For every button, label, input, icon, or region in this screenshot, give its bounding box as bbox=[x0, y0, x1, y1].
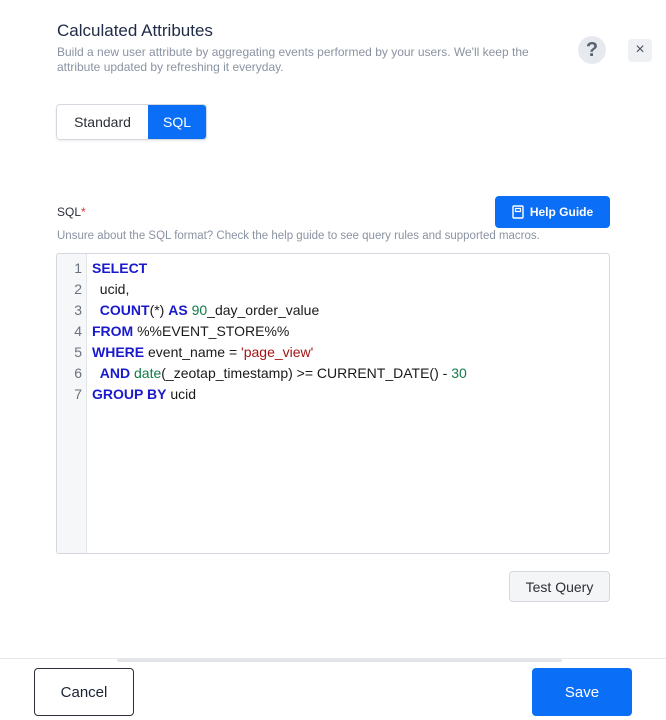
test-query-button[interactable]: Test Query bbox=[509, 571, 610, 602]
line-number: 3 bbox=[74, 302, 82, 318]
tab-sql[interactable]: SQL bbox=[148, 105, 206, 139]
line-number: 2 bbox=[74, 281, 82, 297]
code-token bbox=[92, 365, 100, 381]
save-button[interactable]: Save bbox=[532, 668, 632, 716]
line-number: 5 bbox=[74, 344, 82, 360]
code-token: COUNT bbox=[99, 302, 150, 318]
question-mark-icon[interactable]: ? bbox=[578, 36, 606, 64]
close-icon[interactable]: × bbox=[628, 39, 652, 62]
code-token: %%EVENT_STORE%% bbox=[133, 323, 290, 339]
code-token: AND bbox=[99, 365, 131, 381]
page-subtitle: Build a new user attribute by aggregating events performed by your users. We'll keep the attribute updated by refreshing it everyday. bbox=[57, 45, 529, 74]
code-token: WHERE bbox=[92, 344, 145, 360]
line-gutter bbox=[57, 254, 87, 553]
code-token: ucid bbox=[166, 386, 197, 402]
code-token: SELECT bbox=[92, 260, 148, 276]
code-line bbox=[92, 365, 467, 381]
sql-label bbox=[57, 205, 86, 219]
code-token: 'page_view' bbox=[241, 344, 314, 360]
code-line bbox=[92, 302, 319, 318]
code-line bbox=[92, 281, 129, 297]
code-token: (_zeotap_timestamp) >= CURRENT_DATE() - bbox=[161, 365, 452, 381]
code-token: 30 bbox=[451, 365, 467, 381]
code-token bbox=[92, 302, 100, 318]
code-token: _day_order_value bbox=[207, 302, 320, 318]
code-line bbox=[92, 323, 289, 339]
sql-editor[interactable] bbox=[56, 253, 610, 554]
code-token: (*) bbox=[149, 302, 169, 318]
cancel-button[interactable]: Cancel bbox=[34, 668, 134, 716]
line-number: 4 bbox=[74, 323, 82, 339]
code-token: GROUP BY bbox=[92, 386, 167, 402]
code-line bbox=[92, 260, 147, 276]
sql-label-text: SQL bbox=[57, 205, 82, 219]
page-title: Calculated Attributes bbox=[57, 21, 213, 40]
code-token: AS bbox=[168, 302, 188, 318]
line-number: 6 bbox=[74, 365, 82, 381]
tab-standard[interactable]: Standard bbox=[57, 105, 148, 139]
code-token: event_name = bbox=[144, 344, 242, 360]
horizontal-scrollbar[interactable] bbox=[117, 659, 562, 662]
code-token: FROM bbox=[92, 323, 134, 339]
mode-toggle bbox=[56, 104, 207, 140]
code-line bbox=[92, 344, 313, 360]
line-number: 1 bbox=[74, 260, 82, 276]
help-guide-label: Help Guide bbox=[529, 205, 594, 219]
code-token: ucid, bbox=[92, 281, 130, 297]
code-token: date bbox=[134, 365, 162, 381]
line-number: 7 bbox=[74, 386, 82, 402]
help-guide-button[interactable] bbox=[495, 196, 610, 228]
code-token: 90 bbox=[191, 302, 208, 318]
required-marker: * bbox=[81, 205, 86, 219]
sql-hint: Unsure about the SQL format? Check the help guide to see query rules and supported macros. bbox=[57, 230, 540, 242]
book-icon bbox=[512, 205, 524, 219]
code-line bbox=[92, 386, 196, 402]
